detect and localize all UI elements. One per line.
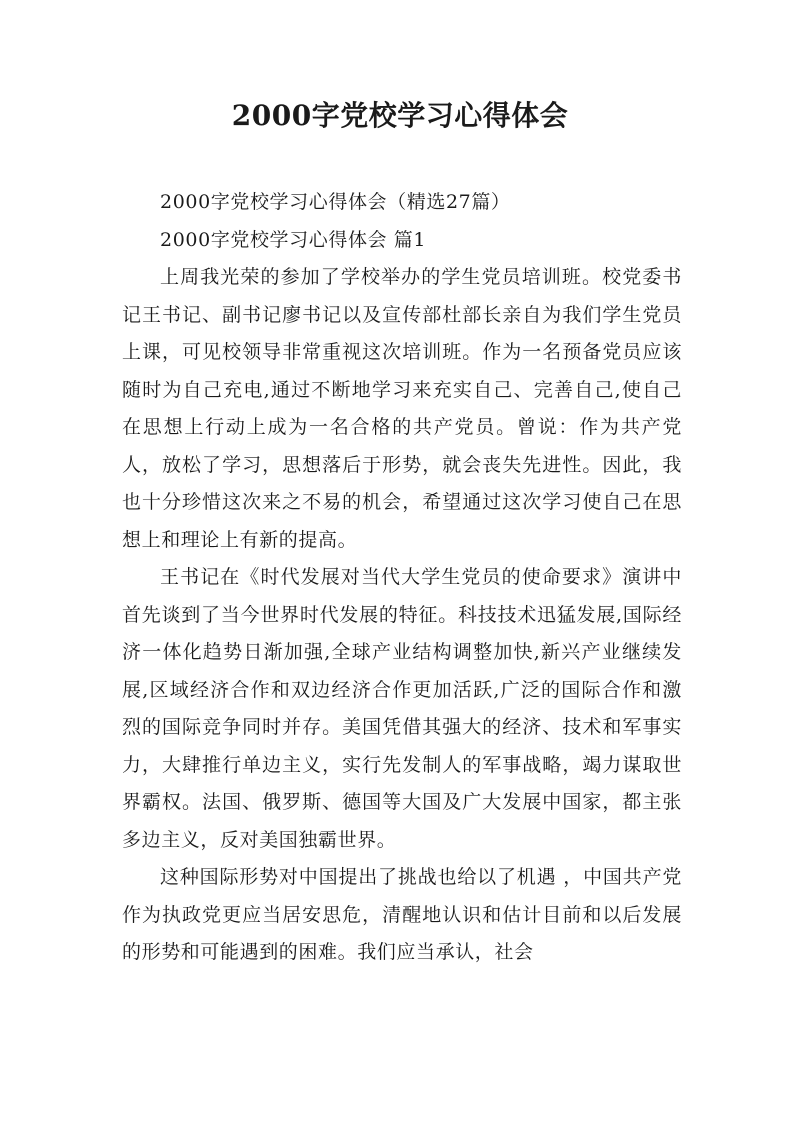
paragraph-3: 这种国际形势对中国提出了挑战也给以了机遇 ，中国共产党作为执政党更应当居安思危，清醒地认识和估计目前和以后发展的形势和可能遇到的困难。我们应当承认，社会 — [122, 866, 682, 963]
section-heading: 2000字党校学习心得体会 篇1 — [160, 228, 427, 251]
document-title: 2000字党校学习心得体会 — [231, 99, 569, 132]
document-body — [122, 184, 682, 972]
paragraph-1: 上周我光荣的参加了学校举办的学生党员培训班。校党委书记王书记、副书记廖书记以及宣传部杜部长亲自为我们学生党员上课，可见校领导非常重视这次培训班。作为一名预备党员应该随时为自己充电,通过不断地学习来充实自己、完善自己,使自己在思想上行动上成为一名合格的共产党员。曾说：作为共产党人，放松了学习，思想落后于形势，就会丧失先进性。因此，我也十分珍惜这次来之不易的机会，希望通过这次学习使自己在思想上和理论上有新的提高。 — [122, 266, 682, 551]
paragraph-2: 王书记在《时代发展对当代大学生党员的使命要求》演讲中首先谈到了当今世界时代发展的特征。科技技术迅猛发展,国际经济一体化趋势日渐加强,全球产业结构调整加快,新兴产业继续发展,区域经济合作和双边经济合作更加活跃,广泛的国际合作和激烈的国际竞争同时并存。美国凭借其强大的经济、技术和军事实力，大肆推行单边主义，实行先发制人的军事战略，竭力谋取世界霸权。法国、俄罗斯、德国等大国及广大发展中国家，都主张多边主义，反对美国独霸世界。 — [122, 566, 682, 851]
subtitle-line: 2000字党校学习心得体会（精选27篇） — [160, 191, 511, 213]
